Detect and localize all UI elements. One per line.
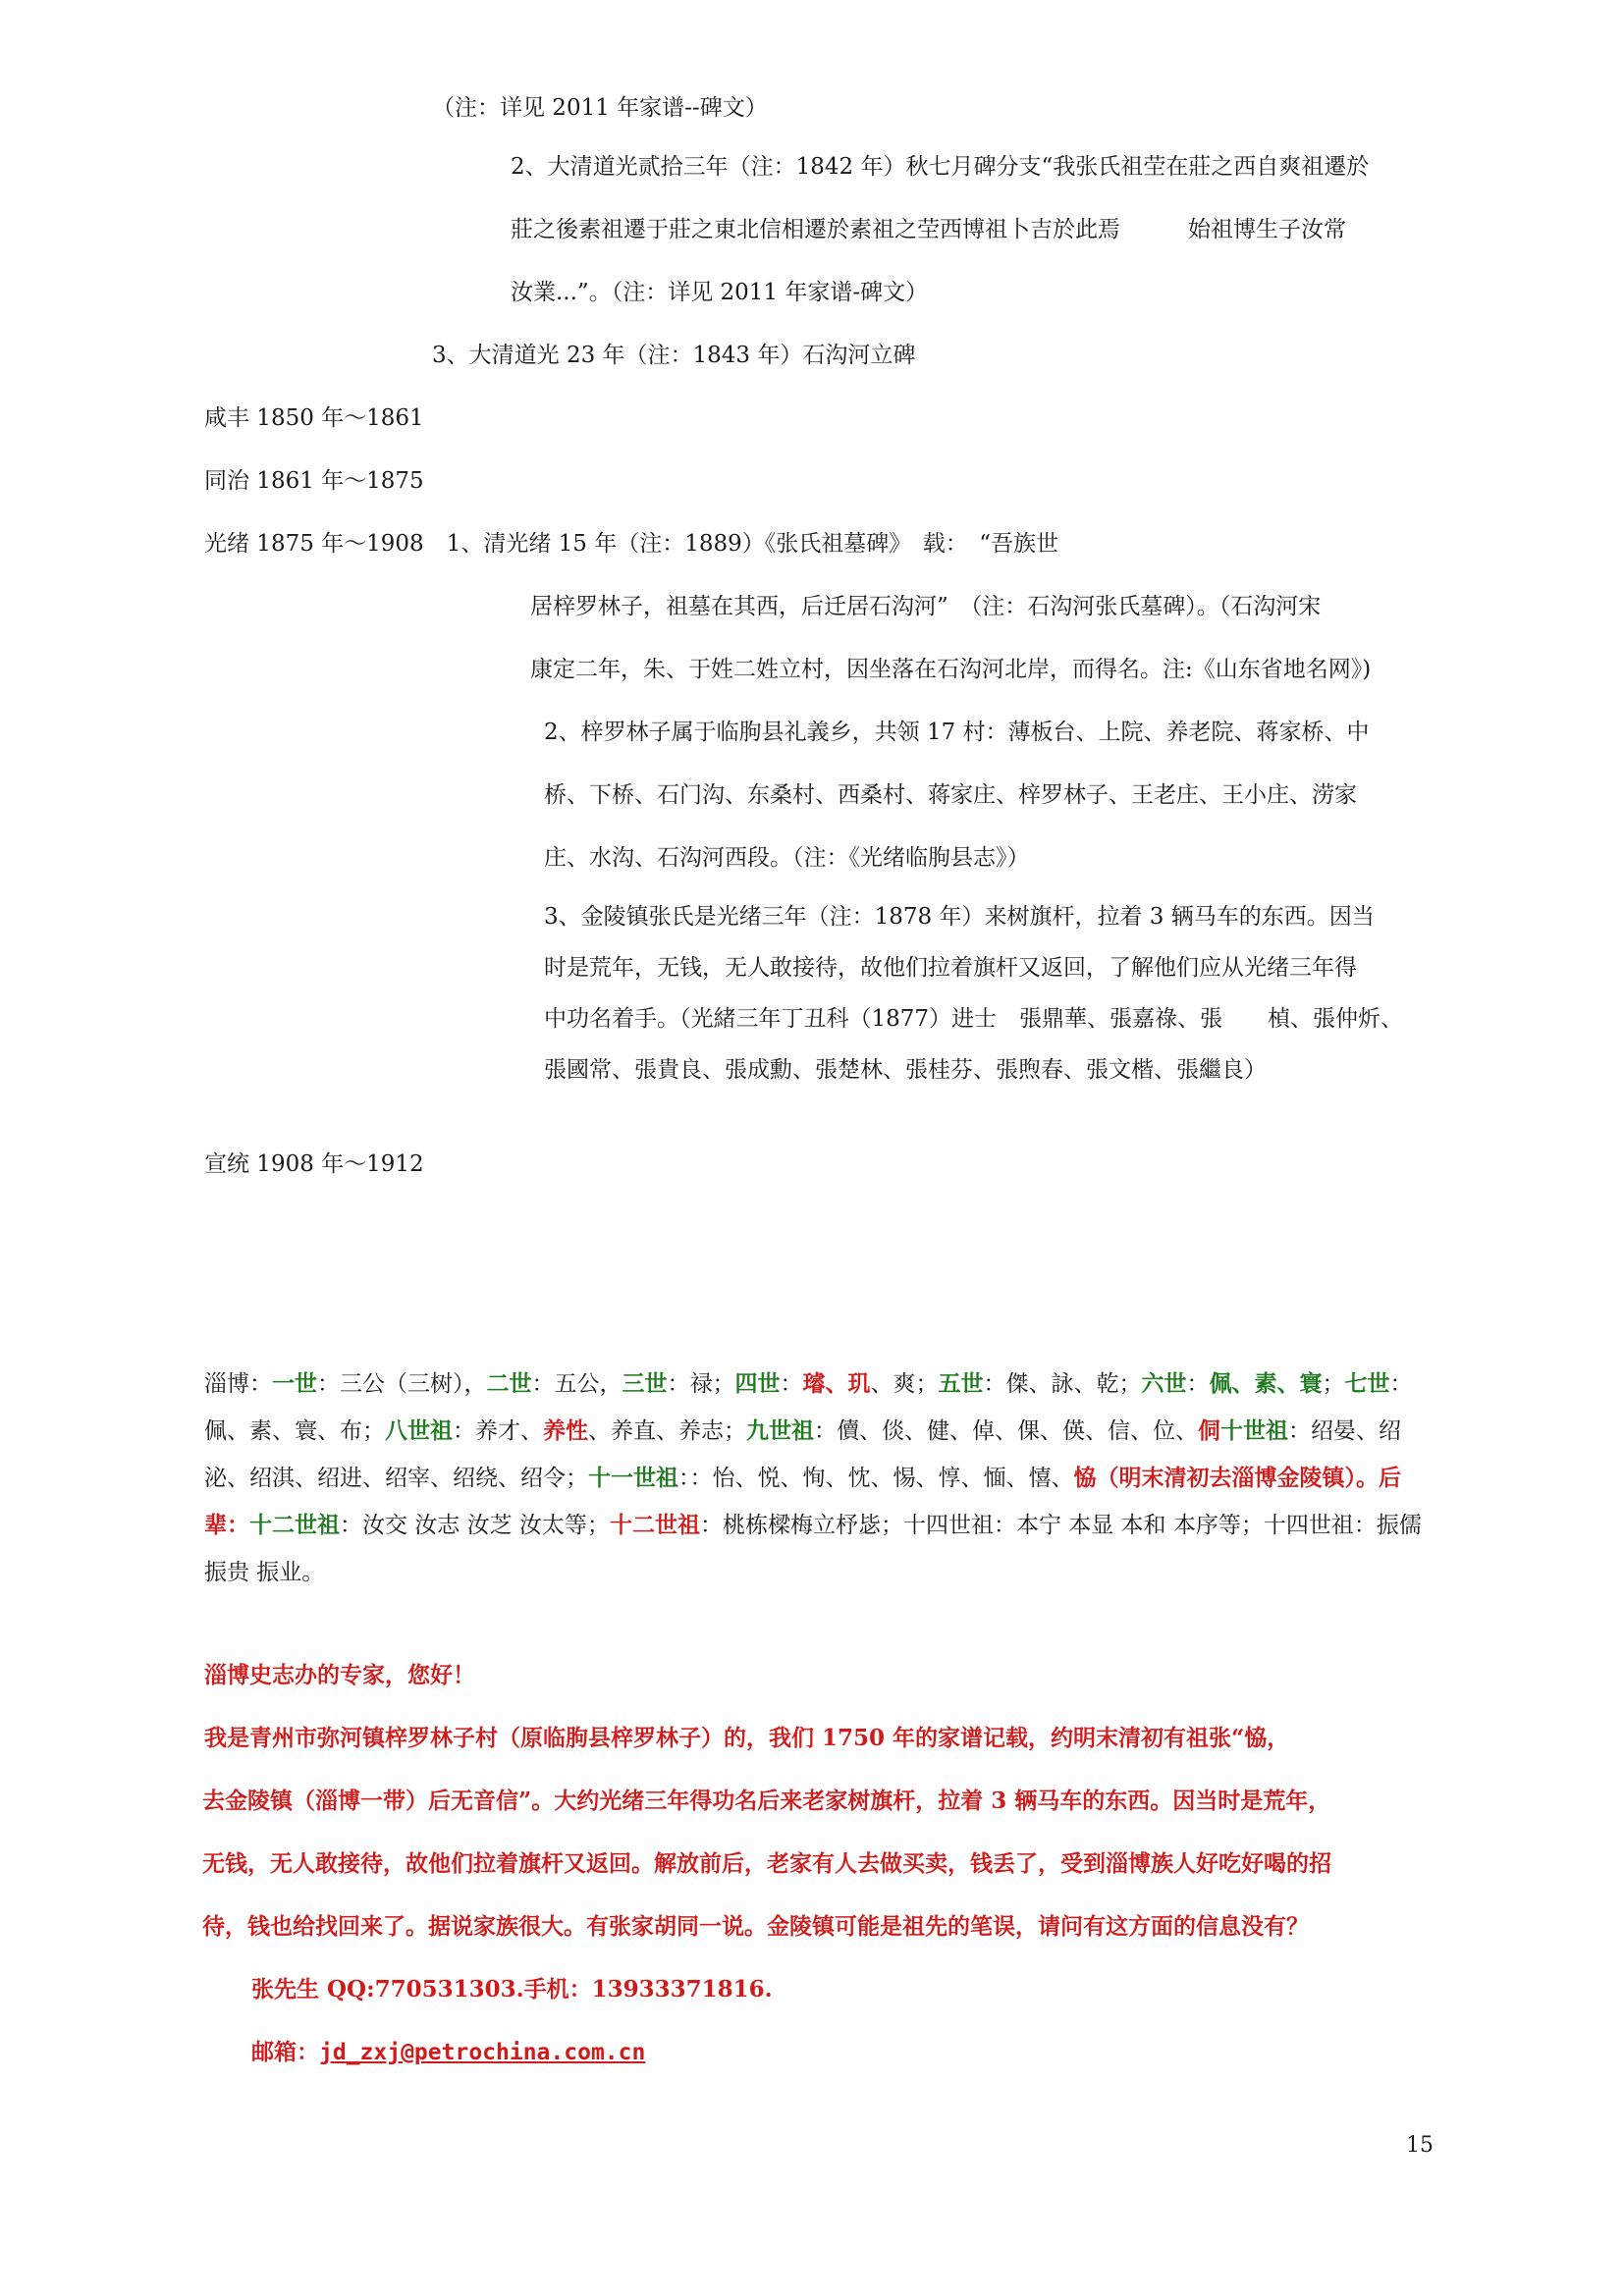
genealogy-segment: 五世: [938, 1370, 984, 1397]
letter-line: 待，钱也给找回来了。据说家族很大。有张家胡同一说。金陵镇可能是祖先的笔误，请问有这方面的信息没有？: [202, 1913, 1309, 1940]
genealogy-segment: 八世祖: [385, 1417, 453, 1444]
genealogy-segment: 佩、素、寰: [1209, 1370, 1323, 1397]
genealogy-segment: 九世祖: [746, 1417, 814, 1444]
genealogy-segment: 、爽；: [870, 1371, 939, 1397]
text-line: 居梓罗林子，祖墓在其西，后迁居石沟河” （注：石沟河张氏墓碑）。（石沟河宋: [530, 594, 1322, 619]
letter-line: 去金陵镇（淄博一带）后无音信”。大约光绪三年得功名后来老家树旗杆，拉着 3 辆马车的东西。因当时是荒年，: [202, 1788, 1331, 1814]
email-line: [251, 2034, 645, 2066]
contact-line: 张先生 QQ:770531303.手机：13933371816.: [251, 1976, 773, 2002]
genealogy-segment: 四世: [734, 1370, 781, 1397]
genealogy-segment: ：绍晏、绍泌、绍淇、绍进、绍宰、绍绕、绍令；: [204, 1418, 1401, 1491]
letter-line: 无钱，无人敢接待，故他们拉着旗杆又返回。解放前后，老家有人去做买卖，钱丢了，受到淄博族人好吃好喝的招: [202, 1850, 1331, 1877]
genealogy-segment: ：佩、素、寰、布；: [204, 1371, 1413, 1444]
genealogy-segment: ：: [780, 1371, 803, 1397]
text-line: （注：详见 2011 年家谱--碑文）: [432, 95, 768, 121]
genealogy-segment: ：养才、: [453, 1418, 543, 1444]
genealogy-segment: ：: [1186, 1371, 1210, 1397]
genealogy-segment: 三世: [622, 1370, 668, 1397]
text-line: 莊之後素祖遷于莊之東北信相遷於素祖之茔西博祖卜吉於此焉 始祖博生子汝常: [511, 217, 1346, 242]
genealogy-segment: 恊（明末清初去淄博金陵镇）。后辈：: [204, 1465, 1401, 1538]
letter-greeting: 淄博史志办的专家，您好！: [204, 1662, 475, 1688]
era-line: 咸丰 1850 年～1861: [204, 405, 424, 431]
genealogy-segment: ；: [1322, 1371, 1345, 1397]
text-line: 时是荒年，无钱，无人敢接待，故他们拉着旗杆又返回，了解他们应从光绪三年得: [544, 955, 1357, 981]
page-number: 15: [1406, 2133, 1434, 2158]
genealogy-segment: 璿、玑: [802, 1370, 871, 1397]
genealogy-segment: ：傑、詠、乾；: [983, 1371, 1142, 1397]
email-link[interactable]: jd_zxj@petrochina.com.cn: [319, 2040, 646, 2065]
genealogy-segment: ：桃栋樑梅立杼毖；十四世祖：本宁 本显 本和 本序等；十四世祖：振儒 振贵 振业。: [204, 1513, 1422, 1585]
email-label: 邮箱：: [251, 2039, 319, 2065]
genealogy-segment: 养性: [543, 1417, 588, 1444]
era-line: 同治 1861 年～1875: [204, 468, 424, 494]
text-line: 張國常、張貴良、張成勳、張楚林、張桂芬、張煦春、張文楷、張繼良）: [544, 1057, 1267, 1083]
text-line: 2、梓罗林子属于临朐县礼義乡，共领 17 村：薄板台、上院、养老院、蒋家桥、中: [544, 720, 1370, 745]
era-line: 光绪 1875 年～1908 1、清光绪 15 年（注：1889）《张氏祖墓碑》 载： “吾族世: [204, 531, 1059, 557]
text-line: 3、大清道光 23 年（注：1843 年）石沟河立碑: [432, 343, 916, 368]
genealogy-segment: ：五公，: [531, 1371, 623, 1397]
text-line: 汝業...”。（注：详见 2011 年家谱-碑文）: [511, 280, 929, 305]
genealogy-segment: 七世: [1344, 1370, 1390, 1397]
letter-line: 我是青州市弥河镇梓罗林子村（原临朐县梓罗林子）的，我们 1750 年的家谱记载，约明末清初有祖张“恊，: [204, 1725, 1290, 1751]
era-line: 宣统 1908 年～1912: [204, 1151, 424, 1177]
genealogy-segment: 淄博：: [204, 1371, 272, 1397]
text-line: 桥、下桥、石门沟、东桑村、西桑村、蒋家庄、梓罗林子、王老庄、王小庄、涝家: [544, 782, 1357, 808]
genealogy-segment: ：三公（三树），: [317, 1371, 487, 1397]
genealogy-segment: ：儥、倓、健、倬、倮、偀、信、位、: [814, 1418, 1198, 1444]
genealogy-segment: ：汝交 汝志 汝芝 汝太等；: [340, 1513, 610, 1538]
genealogy-segment: 六世: [1141, 1370, 1187, 1397]
text-line: 中功名着手。（光緒三年丁丑科（1877）进士 張鼎華、張嘉祿、張 楨、張仲炘、: [544, 1006, 1404, 1032]
text-line: 庄、水沟、石沟河西段。（注：《光绪临朐县志》）: [544, 845, 1030, 871]
text-line: 3、金陵镇张氏是光绪三年（注：1878 年）来树旗杆，拉着 3 辆马车的东西。因当: [544, 904, 1375, 930]
genealogy-segment: ：禄；: [667, 1371, 735, 1397]
genealogy-segment: 十世祖: [1220, 1417, 1288, 1444]
genealogy-paragraph: [204, 1361, 1443, 1596]
genealogy-segment: 、养直、养志；: [588, 1418, 746, 1444]
genealogy-segment: 十二世祖: [609, 1512, 700, 1538]
text-line: 2、大清道光贰拾三年（注：1842 年）秋七月碑分支“我张氏祖茔在莊之西自爽祖遷於: [511, 154, 1370, 180]
genealogy-segment: 一世: [272, 1370, 317, 1397]
genealogy-segment: 二世: [486, 1370, 532, 1397]
genealogy-segment: 十二世祖: [249, 1512, 340, 1538]
genealogy-segment: 十一世祖: [588, 1465, 678, 1491]
genealogy-segment: ：：怡、悦、恂、忱、惕、惇、愐、憘、: [678, 1466, 1074, 1491]
genealogy-segment: 侗: [1198, 1417, 1220, 1444]
text-line: 康定二年，朱、于姓二姓立村，因坐落在石沟河北岸，而得名。注:《山东省地名网》): [530, 657, 1372, 682]
